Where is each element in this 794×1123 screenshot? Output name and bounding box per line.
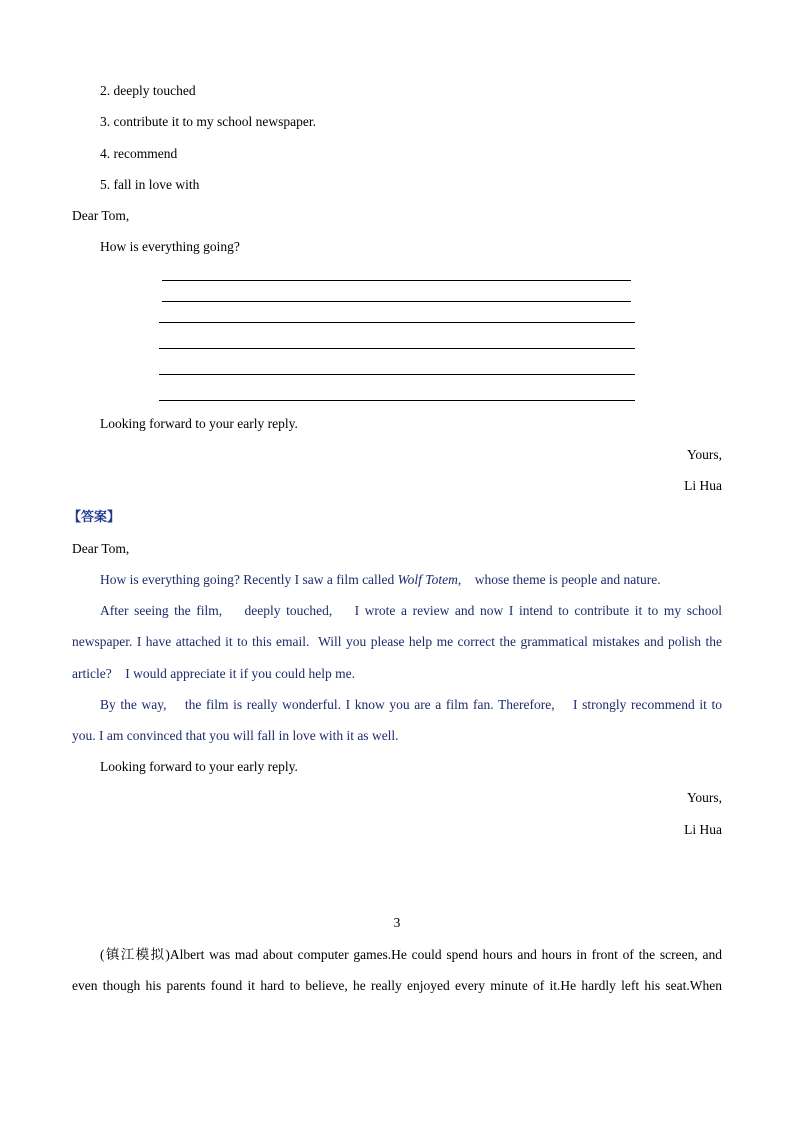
item-2: 2. deeply touched: [100, 83, 196, 98]
answer-paragraph-1: How is everything going? Recently I saw a film called Wolf Totem, whose theme is people and nature.: [100, 572, 661, 587]
item-4: 4. recommend: [100, 146, 178, 161]
template-signoff: Yours,: [686, 447, 722, 462]
writing-line-6: [159, 400, 635, 401]
writing-line-4: [159, 348, 635, 349]
answer-signature: Li Hua: [684, 822, 722, 837]
item-5: 5. fall in love with: [100, 177, 200, 192]
question-number: 3: [393, 915, 401, 930]
answer-paragraph-2-line-3: article? I would appreciate it if you could help me.: [72, 666, 356, 681]
template-opening: How is everything going?: [100, 239, 240, 254]
writing-line-1: [162, 280, 631, 281]
writing-line-5: [159, 374, 635, 375]
template-signature: Li Hua: [684, 478, 722, 493]
template-closing: Looking forward to your early reply.: [100, 416, 298, 431]
template-greeting: Dear Tom,: [72, 208, 130, 223]
writing-line-2: [162, 301, 631, 302]
answer-paragraph-3-line-1: By the way, the film is really wonderful. I know you are a film fan. Therefore, I strongly recommend it to: [100, 697, 722, 712]
answer-paragraph-2-line-2: newspaper. I have attached it to this email. Will you please help me correct the grammatical mistakes and polish the: [72, 634, 722, 649]
answer-tag: 【答案】: [68, 510, 121, 525]
answer-paragraph-3-line-2: you. I am convinced that you will fall in love with it as well.: [72, 728, 399, 743]
writing-line-3: [159, 322, 635, 323]
item-3: 3. contribute it to my school newspaper.: [100, 114, 316, 129]
question-text-line-2: even though his parents found it hard to believe, he really enjoyed every minute of it.He hardly left his seat.When: [72, 978, 722, 993]
answer-paragraph-2-line-1: After seeing the film, deeply touched, I wrote a review and now I intend to contribute it to my school: [100, 603, 722, 618]
question-text-line-1: (镇江模拟)Albert was mad about computer games.He could spend hours and hours in front of the screen, and: [100, 947, 722, 962]
film-title: Wolf Totem: [397, 572, 458, 587]
answer-greeting: Dear Tom,: [72, 541, 130, 556]
answer-signoff: Yours,: [686, 790, 722, 805]
answer-closing: Looking forward to your early reply.: [100, 759, 298, 774]
